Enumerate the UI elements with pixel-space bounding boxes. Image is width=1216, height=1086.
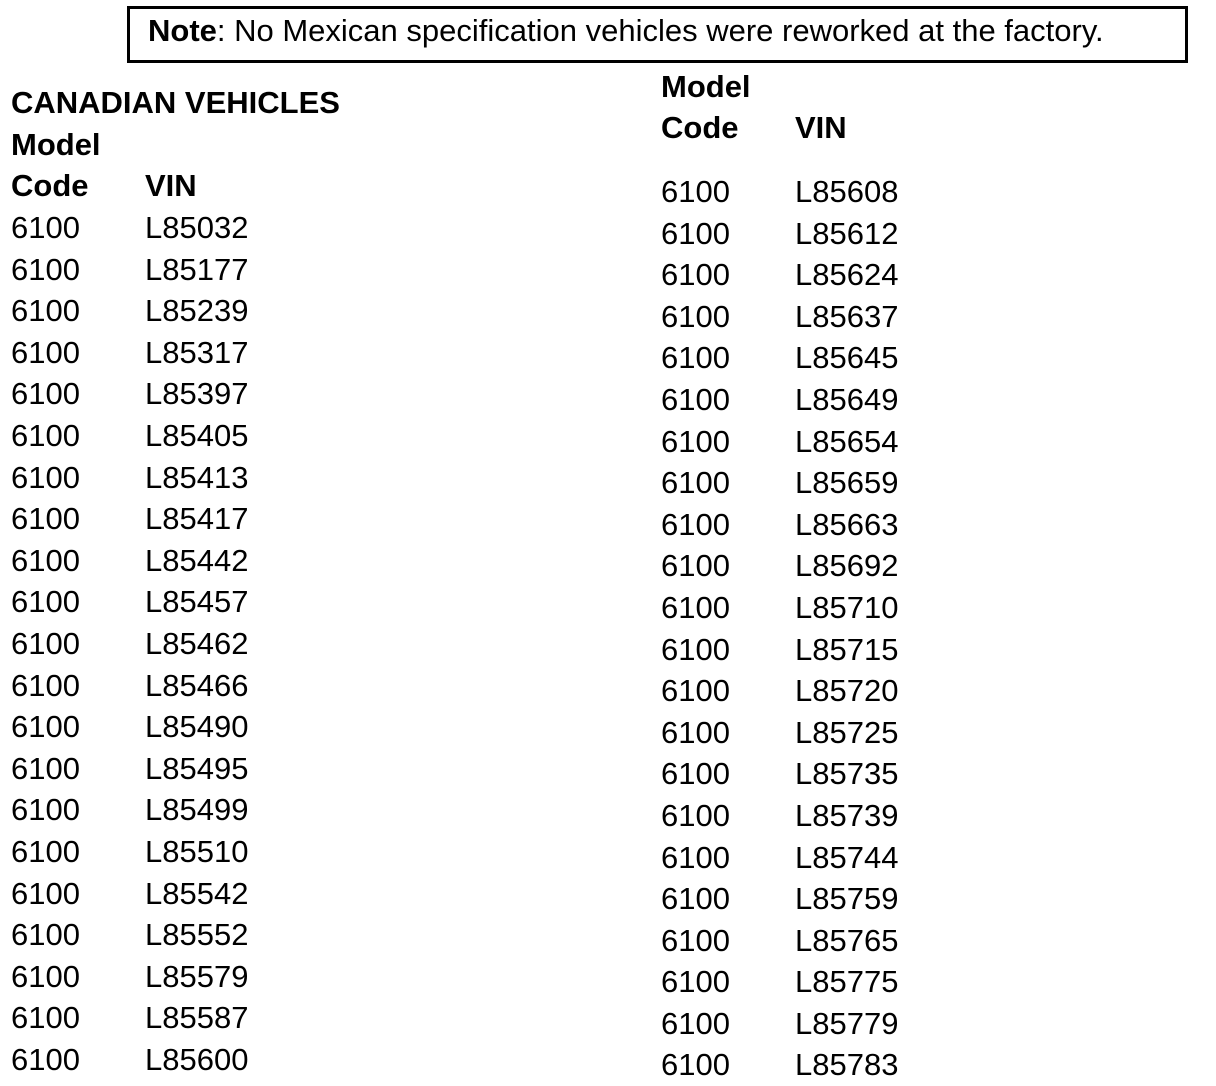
model-code-cell: 6100 [11,376,80,412]
vin-cell: L85466 [145,667,249,703]
vin-cell: L85637 [795,298,899,334]
model-code-header-line1: Model [11,127,101,162]
vin-cell: L85405 [145,417,249,453]
model-code-cell: 6100 [11,958,80,994]
model-code-cell: 6100 [661,881,730,917]
vin-header: VIN [145,168,197,203]
table-row [661,629,1061,671]
model-code-cell: 6100 [11,833,80,869]
vin-cell: L85779 [795,1005,899,1041]
table-row [661,753,1061,795]
vin-cell: L85413 [145,459,249,495]
model-code-cell: 6100 [661,215,730,251]
model-code-cell: 6100 [661,922,730,958]
left-table-body [11,207,411,1080]
vin-cell: L85032 [145,210,249,245]
table-row [11,207,411,249]
table-row [11,873,411,915]
model-code-cell: 6100 [11,917,80,953]
vin-cell: L85499 [145,792,249,828]
vin-cell: L85645 [795,340,899,376]
vin-cell: L85587 [145,1000,249,1036]
model-code-cell: 6100 [11,625,80,661]
note-box [127,6,1188,63]
table-row [11,997,411,1039]
table-row [661,504,1061,546]
vin-cell: L85442 [145,542,249,578]
vin-cell: L85710 [795,589,899,625]
model-code-cell: 6100 [661,340,730,376]
table-row [661,213,1061,255]
vin-cell: L85510 [145,833,249,869]
model-code-header-line2: Code [11,168,89,203]
table-row [11,373,411,415]
model-code-cell: 6100 [11,667,80,703]
model-code-cell: 6100 [11,459,80,495]
vin-cell: L85735 [795,756,899,792]
vin-cell: L85692 [795,548,899,584]
table-row [11,498,411,540]
model-code-cell: 6100 [661,381,730,417]
table-row [11,1039,411,1081]
model-code-cell: 6100 [11,750,80,786]
vin-cell: L85542 [145,875,249,911]
vin-cell: L85612 [795,215,899,251]
table-row [11,457,411,499]
vin-cell: L85490 [145,709,249,745]
table-row [661,795,1061,837]
model-code-cell: 6100 [11,501,80,537]
vin-cell: L85744 [795,839,899,875]
table-row [661,712,1061,754]
vin-cell: L85715 [795,631,899,667]
table-row [661,961,1061,1003]
vin-header: VIN [795,110,847,145]
table-row [11,290,411,332]
model-code-cell: 6100 [11,1041,80,1077]
table-row [11,789,411,831]
table-row [11,540,411,582]
table-row [661,421,1061,463]
vin-cell: L85608 [795,174,899,209]
vin-cell: L85462 [145,625,249,661]
table-row [661,462,1061,504]
model-code-cell: 6100 [661,423,730,459]
model-code-cell: 6100 [661,257,730,293]
vin-cell: L85177 [145,251,249,287]
table-row [661,254,1061,296]
table-row [661,1003,1061,1045]
vin-cell: L85720 [795,673,899,709]
vin-cell: L85765 [795,922,899,958]
vin-cell: L85739 [795,797,899,833]
table-row [661,1044,1061,1086]
model-code-cell: 6100 [661,1005,730,1041]
table-row [11,581,411,623]
model-code-cell: 6100 [11,210,80,245]
model-code-cell: 6100 [11,1000,80,1036]
table-row [661,296,1061,338]
vin-cell: L85649 [795,381,899,417]
vin-cell: L85600 [145,1041,249,1077]
vin-cell: L85654 [795,423,899,459]
model-code-cell: 6100 [661,756,730,792]
model-code-cell: 6100 [11,875,80,911]
model-code-cell: 6100 [11,334,80,370]
model-code-cell: 6100 [661,1047,730,1083]
vin-cell: L85659 [795,465,899,501]
model-code-header-line2: Code [661,110,739,145]
model-code-cell: 6100 [661,964,730,1000]
vin-cell: L85552 [145,917,249,953]
table-row [661,337,1061,379]
note-text: : No Mexican specification vehicles were reworked at the factory. [216,13,1104,48]
model-code-cell: 6100 [661,506,730,542]
table-row [11,748,411,790]
vin-cell: L85775 [795,964,899,1000]
vin-cell: L85495 [145,750,249,786]
table-row [11,706,411,748]
table-row [661,379,1061,421]
table-row [661,670,1061,712]
model-code-cell: 6100 [661,714,730,750]
table-row [661,171,1061,213]
model-code-cell: 6100 [11,584,80,620]
model-code-cell: 6100 [661,298,730,334]
model-code-cell: 6100 [661,631,730,667]
vin-cell: L85579 [145,958,249,994]
model-code-cell: 6100 [661,465,730,501]
vin-cell: L85239 [145,293,249,329]
table-row [661,878,1061,920]
table-row [11,914,411,956]
model-code-cell: 6100 [11,251,80,287]
table-row [11,415,411,457]
model-code-cell: 6100 [11,417,80,453]
right-table-body [661,171,1061,1086]
model-code-cell: 6100 [661,673,730,709]
right-table-header [661,66,961,148]
note-label: Note [148,13,217,48]
model-code-cell: 6100 [11,792,80,828]
model-code-cell: 6100 [11,542,80,578]
vin-cell: L85663 [795,506,899,542]
vin-cell: L85397 [145,376,249,412]
table-row [11,249,411,291]
model-code-cell: 6100 [661,548,730,584]
table-row [11,831,411,873]
vin-cell: L85624 [795,257,899,293]
table-row [11,332,411,374]
vin-cell: L85725 [795,714,899,750]
table-row [661,920,1061,962]
table-row [661,837,1061,879]
model-code-cell: 6100 [661,839,730,875]
table-row [11,665,411,707]
table-row [661,545,1061,587]
table-row [11,623,411,665]
vin-cell: L85783 [795,1047,899,1083]
vin-cell: L85457 [145,584,249,620]
model-code-cell: 6100 [661,797,730,833]
vin-cell: L85417 [145,501,249,537]
model-code-cell: 6100 [661,589,730,625]
table-row [661,587,1061,629]
vin-cell: L85759 [795,881,899,917]
model-code-cell: 6100 [661,174,730,209]
section-title: CANADIAN VEHICLES [11,85,340,120]
model-code-cell: 6100 [11,709,80,745]
table-row [11,956,411,998]
vin-cell: L85317 [145,334,249,370]
model-code-header-line1: Model [661,69,751,104]
model-code-cell: 6100 [11,293,80,329]
left-table-header [11,124,311,206]
